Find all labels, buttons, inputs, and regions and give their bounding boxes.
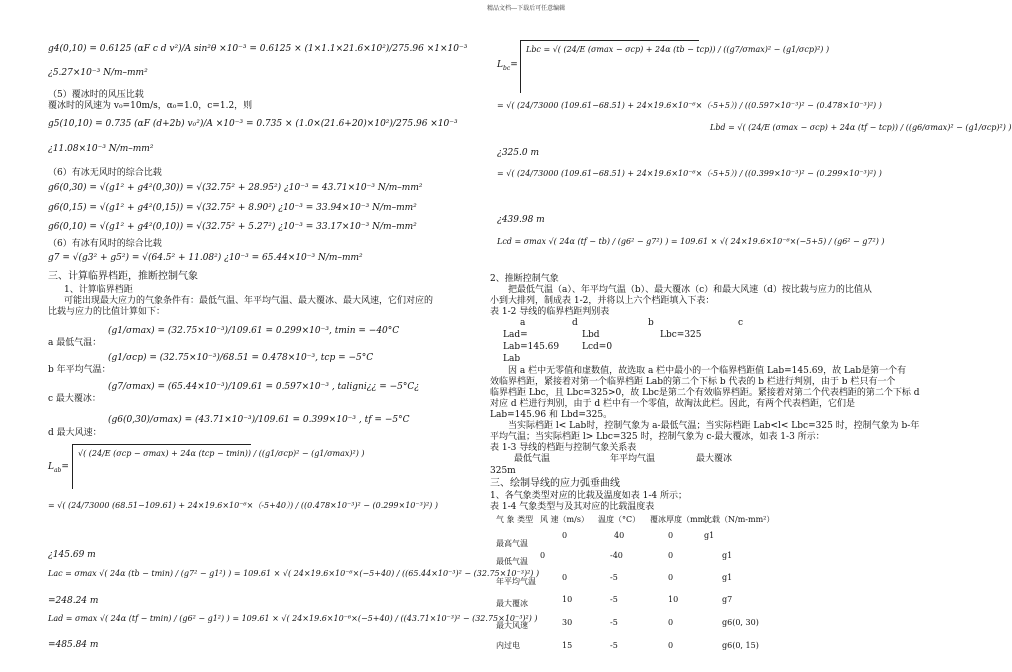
- row-c: (g7/σmax) = (65.44×10⁻³)/109.61 = 0.597×10⁻³ , taligni¿¿ = −5°C¿: [108, 382, 420, 392]
- page-header: 精品文档---下载后可任意编辑: [487, 5, 566, 12]
- table14-r5-c5: g6(0, 30): [722, 618, 759, 627]
- section4-line1: 1、各气象类型对应的比载及温度如表 1-4 所示；: [490, 491, 687, 501]
- table14-r4-c2: 10: [562, 595, 573, 604]
- table14-r6-c2: 15: [562, 641, 573, 650]
- lac-equation: Lac = σmax √( 24α (tb − tmin) / (g7² − g1²) ) = 109.61 × √( 24×19.6×10⁻⁶×(−5+40) / ((65.44×10⁻³)² − (32.75×10⁻³)²) ): [48, 569, 540, 578]
- s2-title: 2、推断控制气象: [490, 274, 559, 284]
- table14-r5-c4: 0: [668, 618, 674, 627]
- table13-foot: 325m: [490, 466, 516, 476]
- table14-r5-c3: -5: [610, 618, 618, 627]
- row-c-label: c 最大覆冰：: [48, 394, 101, 404]
- lab-substitution: = √( (24/73000 (68.51−109.61) + 24×19.6×10⁻⁶×（-5+40）) / ((0.478×10⁻³)² − (0.299×10⁻³)²) ): [48, 501, 438, 510]
- lbc-label: $L_{bc}=$: [497, 60, 518, 72]
- table12-head-c: c: [738, 318, 744, 328]
- analysis-line3: 临界档距 Lbc，且 Lbc=325>0，故 Lbc是第二个有效临界档距。紧接着对第二个代表档距的第二个下标 d: [490, 388, 920, 398]
- eq-g4-result: ¿5.27×10⁻³ N/m–mm²: [48, 68, 148, 78]
- table12-r2c1: Lab=145.69: [503, 342, 560, 352]
- lbc-expression: Lbc = √( (24/E (σmax − σcp) + 24α (tb − tcp)) / ((g7/σmax)² − (g1/σcp)²) ): [526, 45, 830, 54]
- table14-r3-c5: g1: [722, 573, 733, 582]
- table12-head-d: d: [572, 318, 578, 328]
- lbc-result: ¿325.0 m: [497, 148, 539, 158]
- section3-title: 三、计算临界档距，推断控制气象: [48, 271, 198, 282]
- table13-title: 表 1-3 导线的档距与控制气象关系表: [490, 443, 637, 453]
- lbd-substitution: = √( (24/73000 (109.61−68.51) + 24×19.6×10⁻⁶×（-5+5）) / ((0.399×10⁻³)² − (0.299×10⁻³)²) ): [497, 169, 882, 178]
- lab-label: $L_{ab}=$: [48, 462, 69, 474]
- table14-head-3: 温度（°C）: [598, 515, 641, 524]
- section6-title: （6）有冰无风时的综合比载: [48, 168, 162, 178]
- table14-r4-c1: 最大覆冰: [496, 599, 528, 608]
- table14-r1-c5: g1: [704, 531, 715, 540]
- row-a: (g1/σmax) = (32.75×10⁻³)/109.61 = 0.299×10⁻³, tmin = −40°C: [108, 326, 400, 336]
- table14-r1-c4: 0: [668, 531, 674, 540]
- section5-line: 覆冰时的风速为 v₀=10m/s，α₀=1.0，c=1.2，则: [48, 101, 253, 111]
- eq-g6-30: g6(0,30) = √(g1² + g4²(0,30)) = √(32.75² + 28.95²) ¿10⁻³ = 43.71×10⁻³ N/m–mm²: [48, 183, 423, 193]
- table14-r4-c5: g7: [722, 595, 733, 604]
- table14-r3-c3: -5: [610, 573, 618, 582]
- eq-g6-15: g6(0,15) = √(g1² + g4²(0,15)) = √(32.75² + 8.90²) ¿10⁻³ = 33.94×10⁻³ N/m–mm²: [48, 203, 417, 213]
- row-a-label: a 最低气温：: [48, 338, 102, 348]
- table14-head-2: 风 速（m/s）: [540, 515, 589, 524]
- table12-r1c1: Lad=: [503, 330, 528, 340]
- eq-g7: g7 = √(g3² + g5²) = √(64.5² + 11.08²) ¿10⁻³ = 65.44×10⁻³ N/m–mm²: [48, 253, 363, 263]
- row-d: (g6(0,30)/σmax) = (43.71×10⁻³)/109.61 = 0.399×10⁻³ , tf = −5°C: [108, 415, 410, 425]
- table14-r4-c3: -5: [610, 595, 618, 604]
- table14-r2-c2: 0: [540, 551, 546, 560]
- table12-title: 表 1-2 导线的临界档距判别表: [490, 307, 610, 317]
- s2-para2: 小到大排列，制成表 1-2，并将以上六个档距填入下表：: [490, 296, 715, 306]
- lad-equation: Lad = σmax √( 24α (tf − tmin) / (g6² − g1²) ) = 109.61 × √( 24×19.6×10⁻⁶×(−5+40) / ((43.71×10⁻³)² − (32.75×10⁻³)²) ): [48, 614, 538, 623]
- table14-r1-c2: 0: [562, 531, 568, 540]
- eq-g5-result: ¿11.08×10⁻³ N/m–mm²: [48, 144, 154, 154]
- lab-expression: √( (24/E (σcp − σmax) + 24α (tcp − tmin)) / ((g1/σcp)² − (g1/σmax)²) ): [78, 449, 365, 458]
- analysis-line2: 效临界档距，紧接着对第一个临界档距 Lab的第二个下标 b 代表的 b 栏进行判别，由于 b 栏只有一个: [490, 377, 896, 387]
- table13-cell3: 最大覆冰: [696, 454, 733, 464]
- section4-title: 三、绘制导线的应力弧垂曲线: [490, 478, 620, 489]
- analysis-line1: 因 a 栏中无零值和虚数值，故选取 a 栏中最小的一个临界档距值 Lab=145.69，故 Lab是第一个有: [508, 366, 907, 376]
- table14-r6-c4: 0: [668, 641, 674, 650]
- table12-r3c1: Lab: [503, 354, 521, 364]
- table14-r5-c2: 30: [562, 618, 573, 627]
- eq-g6-10: g6(0,10) = √(g1² + g4²(0,10)) = √(32.75² + 5.27²) ¿10⁻³ = 33.17×10⁻³ N/m–mm²: [48, 222, 417, 232]
- table14-head-1: 气 象 类型: [496, 515, 534, 524]
- table14-r6-c5: g6(0, 15): [722, 641, 759, 650]
- para1b: 比载与应力的比值计算如下：: [48, 307, 166, 317]
- control-line1: 当实际档距 l< Lab时，控制气象为 a-最低气温；当实际档距 Lab<l< Lbc=325 时，控制气象为 b-年: [508, 421, 920, 431]
- section5-title: （5）覆冰时的风压比载: [48, 90, 144, 100]
- table14-title: 表 1-4 气象类型与及其对应的比载温度表: [490, 502, 655, 512]
- table12-head-a: a: [520, 318, 526, 328]
- eq-g5: g5(10,10) = 0.735 (αF (d+2b) v₀²)/A ×10⁻³ = 0.735 × (1.0×(21.6+20)×10²)/275.96 ×10⁻³: [48, 119, 458, 129]
- para1: 可能出现最大应力的气象条件有：最低气温、年平均气温、最大覆冰、最大风速，它们对应的: [64, 296, 434, 306]
- lad-result: =485.84 m: [48, 640, 99, 650]
- table14-r1-c3: 40: [614, 531, 625, 540]
- table14-head-5: 比载（N/m-mm²）: [704, 515, 775, 524]
- row-b-label: b 年平均气温：: [48, 365, 111, 375]
- table14-r3-c1: 年平均气温: [496, 577, 536, 586]
- table12-head-b: b: [648, 318, 654, 328]
- control-line2: 平均气温；当实际档距 l> Lbc=325 时，控制气象为 c-最大覆冰，如表 1-3 所示：: [490, 432, 825, 442]
- s2-para1: 把最低气温（a）、年平均气温（b）、最大覆冰（c）和最大风速（d）按比载与应力的比值从: [508, 285, 872, 295]
- table14-r1-c1: 最高气温: [496, 539, 528, 548]
- row-d-label: d 最大风速：: [48, 428, 102, 438]
- lbd-expression: Lbd = √( (24/E (σmax − σcp) + 24α (tf − tcp)) / ((g6/σmax)² − (g1/σcp)²) ): [710, 123, 1012, 132]
- table14-r5-c1: 最大风速: [496, 621, 528, 630]
- lcd-equation: Lcd = σmax √( 24α (tf − tb) / (g6² − g7²) ) = 109.61 × √( 24×19.6×10⁻⁶×(−5+5) / (g6² − g7²) ): [497, 237, 885, 246]
- table13-cell2: 年平均气温: [610, 454, 656, 464]
- table14-r2-c1: 最低气温: [496, 557, 528, 566]
- table13-cell1: 最低气温: [514, 454, 551, 464]
- sub1-title: 1、计算临界档距: [64, 285, 133, 295]
- lbc-substitution: = √( (24/73000 (109.61−68.51) + 24×19.6×10⁻⁶×（-5+5）) / ((0.597×10⁻³)² − (0.478×10⁻³)²) ): [497, 101, 882, 110]
- eq-g4: g4(0,10) = 0.6125 (αF c d v²)/A sin²θ ×10⁻³ = 0.6125 × (1×1.1×21.6×10²)/275.96 ×1×10⁻³: [48, 44, 468, 54]
- section6b-title: （6）有冰有风时的综合比载: [48, 239, 162, 249]
- table12-r1c2: Lbd: [582, 330, 600, 340]
- lac-result: =248.24 m: [48, 596, 99, 606]
- analysis-line5: Lab=145.96 和 Lbd=325。: [490, 410, 613, 420]
- lab-result: ¿145.69 m: [48, 550, 96, 560]
- row-b: (g1/σcp) = (32.75×10⁻³)/68.51 = 0.478×10⁻³, tcp = −5°C: [108, 353, 374, 363]
- analysis-line4: 对应 d 栏进行判别，由于 d 栏中有一个零值，故淘汰此栏。因此，有两个代表档距，它们是: [490, 399, 855, 409]
- table14-r3-c4: 0: [668, 573, 674, 582]
- table12-r1c3: Lbc=325: [660, 330, 702, 340]
- table14-r6-c1: 内过电: [496, 641, 520, 650]
- table14-head-4: 覆冰厚度（mm）: [650, 515, 714, 524]
- table14-r2-c4: 0: [668, 551, 674, 560]
- table14-r6-c3: -5: [610, 641, 618, 650]
- lbd-result: ¿439.98 m: [497, 215, 545, 225]
- table14-r2-c5: g1: [722, 551, 733, 560]
- table12-r2c2: Lcd=0: [582, 342, 613, 352]
- table14-r2-c3: -40: [610, 551, 623, 560]
- table14-r3-c2: 0: [562, 573, 568, 582]
- table14-r4-c4: 10: [668, 595, 679, 604]
